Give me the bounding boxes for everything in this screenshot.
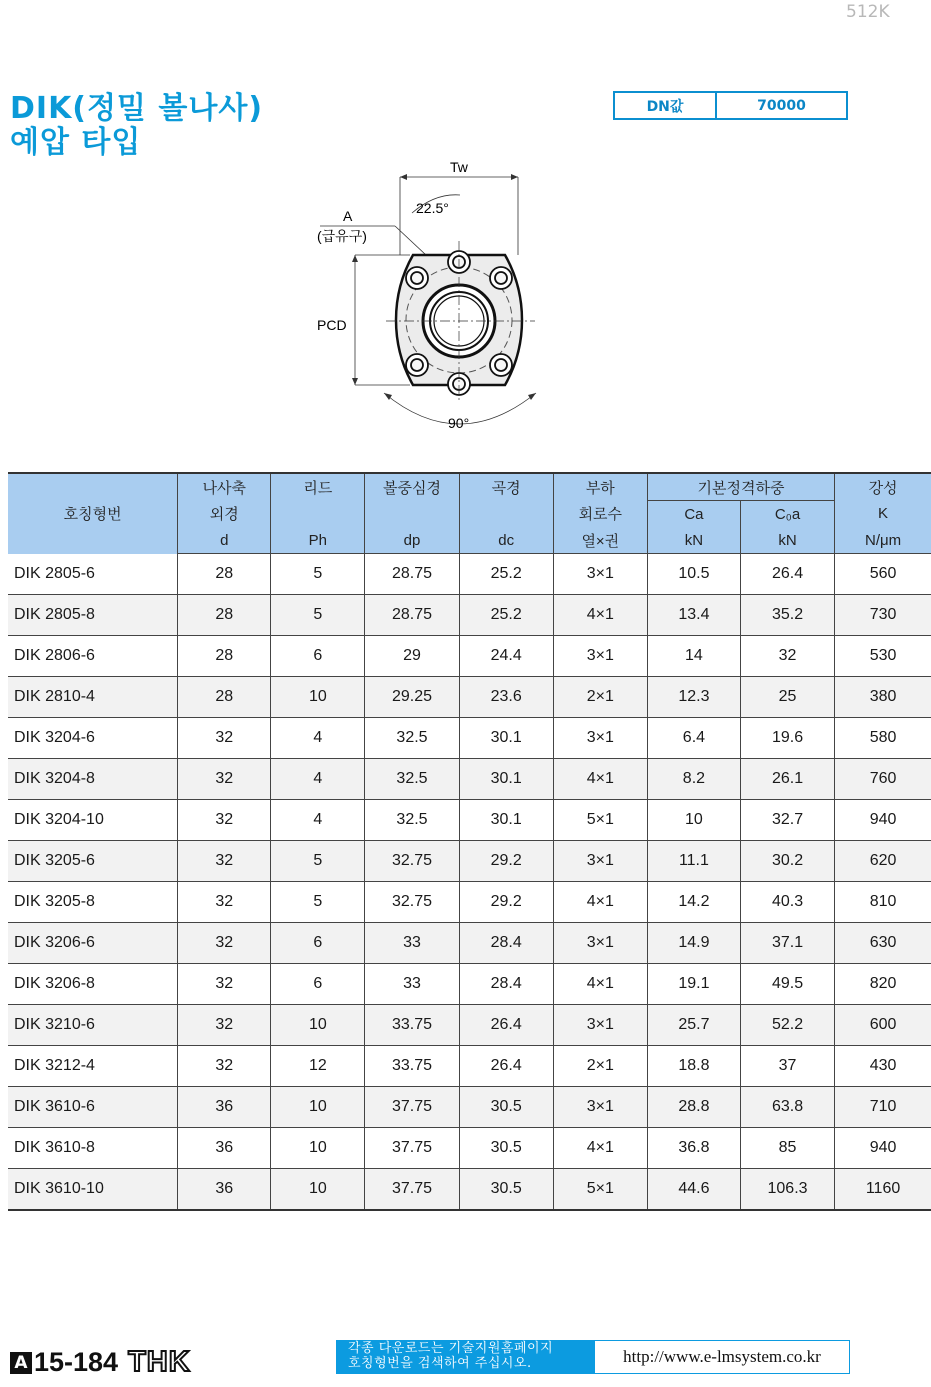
table-cell: 13.4 — [647, 595, 740, 636]
dn-value-box — [613, 91, 848, 120]
table-cell: 4×1 — [553, 882, 647, 923]
table-cell: 3×1 — [553, 923, 647, 964]
footer-page-code — [10, 1346, 191, 1379]
table-cell: 32.5 — [365, 800, 459, 841]
table-row — [8, 759, 931, 800]
table-row — [8, 718, 931, 759]
table-cell: 12 — [271, 1046, 365, 1087]
table-cell: 5 — [271, 882, 365, 923]
table-cell: 30.5 — [459, 1128, 553, 1169]
table-cell: 32.5 — [365, 718, 459, 759]
table-cell: 600 — [835, 1005, 931, 1046]
table-cell: 4 — [271, 800, 365, 841]
table-cell: 36 — [178, 1128, 271, 1169]
table-cell: 3×1 — [553, 841, 647, 882]
table-cell: 25.2 — [459, 595, 553, 636]
table-cell: 35.2 — [740, 595, 834, 636]
table-cell: 32 — [178, 800, 271, 841]
col-shaft-1: 나사축 — [178, 473, 271, 501]
table-cell: 32.7 — [740, 800, 834, 841]
table-cell: 30.1 — [459, 800, 553, 841]
table-cell: 11.1 — [647, 841, 740, 882]
section-badge: A — [10, 1352, 32, 1374]
table-cell: 28.75 — [365, 554, 459, 595]
spec-table — [8, 472, 931, 1211]
table-row — [8, 1169, 931, 1211]
col-dp-1: 볼중심경 — [365, 473, 459, 501]
col-shaft-3: d — [178, 527, 271, 554]
table-cell: 30.1 — [459, 718, 553, 759]
table-cell: 30.2 — [740, 841, 834, 882]
table-cell: 23.6 — [459, 677, 553, 718]
table-cell: 5×1 — [553, 800, 647, 841]
table-cell: 28.8 — [647, 1087, 740, 1128]
table-cell: 24.4 — [459, 636, 553, 677]
col-lead-2: Ph — [271, 527, 365, 554]
table-cell: 85 — [740, 1128, 834, 1169]
table-row — [8, 677, 931, 718]
table-cell: 6 — [271, 923, 365, 964]
table-cell: 25.2 — [459, 554, 553, 595]
table-cell: 28.4 — [459, 964, 553, 1005]
table-cell: DIK 3204-6 — [8, 718, 178, 759]
table-cell: 32 — [178, 1046, 271, 1087]
table-cell: 32 — [178, 1005, 271, 1046]
table-cell: 430 — [835, 1046, 931, 1087]
page-number: 15-184 — [34, 1347, 119, 1377]
col-circuit-3: 열×권 — [553, 527, 647, 554]
col-ca: Ca — [647, 501, 740, 528]
table-row — [8, 964, 931, 1005]
col-stiff-2: K — [835, 501, 931, 528]
table-cell: 3×1 — [553, 718, 647, 759]
table-cell: 26.1 — [740, 759, 834, 800]
support-url-link[interactable]: http://www.e-lmsystem.co.kr — [594, 1340, 850, 1374]
table-cell: 6 — [271, 636, 365, 677]
thk-logo: THK — [128, 1346, 191, 1378]
table-cell: DIK 3205-6 — [8, 841, 178, 882]
dn-label: DN값 — [615, 93, 717, 118]
table-cell: DIK 3610-10 — [8, 1169, 178, 1211]
table-cell: 3×1 — [553, 1087, 647, 1128]
table-cell: 28 — [178, 595, 271, 636]
table-cell: 32.75 — [365, 841, 459, 882]
table-row — [8, 1128, 931, 1169]
flange-diagram — [300, 155, 560, 435]
table-row — [8, 841, 931, 882]
table-cell: 5 — [271, 841, 365, 882]
col-stiff-1: 강성 — [835, 473, 931, 501]
table-cell: 5×1 — [553, 1169, 647, 1211]
a-label: A — [343, 208, 353, 224]
banner-text — [348, 1341, 553, 1371]
table-cell: 6 — [271, 964, 365, 1005]
table-cell: 10.5 — [647, 554, 740, 595]
table-cell: 26.4 — [459, 1046, 553, 1087]
table-cell: 10 — [271, 1128, 365, 1169]
table-cell: 32 — [178, 718, 271, 759]
table-row — [8, 923, 931, 964]
col-stiff-3: N/μm — [835, 527, 931, 554]
table-cell: 26.4 — [459, 1005, 553, 1046]
table-cell: 5 — [271, 554, 365, 595]
table-cell: DIK 2805-6 — [8, 554, 178, 595]
table-cell: DIK 3210-6 — [8, 1005, 178, 1046]
table-cell: 28.4 — [459, 923, 553, 964]
table-cell: 10 — [271, 1005, 365, 1046]
table-cell: 29.2 — [459, 882, 553, 923]
table-cell: 29 — [365, 636, 459, 677]
table-cell: 30.5 — [459, 1087, 553, 1128]
table-cell: 32 — [740, 636, 834, 677]
table-cell: 1160 — [835, 1169, 931, 1211]
table-cell: 10 — [271, 1169, 365, 1211]
col-lead-1: 리드 — [271, 473, 365, 501]
table-cell: 18.8 — [647, 1046, 740, 1087]
table-cell: 19.6 — [740, 718, 834, 759]
table-cell: 28.75 — [365, 595, 459, 636]
table-cell: 820 — [835, 964, 931, 1005]
table-cell: 3×1 — [553, 554, 647, 595]
support-banner — [336, 1340, 850, 1374]
table-cell: 40.3 — [740, 882, 834, 923]
table-cell: DIK 3610-6 — [8, 1087, 178, 1128]
table-cell: 36 — [178, 1087, 271, 1128]
col-shaft-2: 외경 — [178, 501, 271, 528]
table-cell: 940 — [835, 800, 931, 841]
table-cell: 28 — [178, 636, 271, 677]
table-cell: 710 — [835, 1087, 931, 1128]
table-cell: 63.8 — [740, 1087, 834, 1128]
table-cell: 33 — [365, 964, 459, 1005]
table-cell: DIK 3204-10 — [8, 800, 178, 841]
table-cell: 10 — [271, 677, 365, 718]
table-cell: DIK 2805-8 — [8, 595, 178, 636]
pcd-label: PCD — [317, 317, 347, 333]
table-cell: 33.75 — [365, 1046, 459, 1087]
table-cell: 32 — [178, 882, 271, 923]
table-cell: DIK 3206-8 — [8, 964, 178, 1005]
table-cell: 4×1 — [553, 595, 647, 636]
table-cell: 33 — [365, 923, 459, 964]
col-dp-2: dp — [365, 527, 459, 554]
table-cell: 32.75 — [365, 882, 459, 923]
table-cell: 32.5 — [365, 759, 459, 800]
col-dc-1: 곡경 — [459, 473, 553, 501]
spec-table-body — [8, 554, 931, 1211]
a-note: (급유구) — [317, 228, 367, 244]
angle-90-label: 90° — [448, 415, 470, 431]
table-row — [8, 1005, 931, 1046]
table-cell: 2×1 — [553, 677, 647, 718]
table-cell: 106.3 — [740, 1169, 834, 1211]
table-cell: 37.75 — [365, 1169, 459, 1211]
table-row — [8, 882, 931, 923]
title-line1: DIK(정밀 볼나사) — [10, 91, 264, 126]
table-cell: 12.3 — [647, 677, 740, 718]
table-cell: 14.9 — [647, 923, 740, 964]
table-cell: 10 — [647, 800, 740, 841]
col-dc-2: dc — [459, 527, 553, 554]
table-row — [8, 554, 931, 595]
table-cell: 32 — [178, 923, 271, 964]
table-cell: DIK 3212-4 — [8, 1046, 178, 1087]
table-cell: 14 — [647, 636, 740, 677]
col-circuit-2: 회로수 — [553, 501, 647, 528]
table-cell: 810 — [835, 882, 931, 923]
table-cell: 560 — [835, 554, 931, 595]
col-load-rating: 기본정격하중 — [647, 473, 834, 501]
table-cell: DIK 2806-6 — [8, 636, 178, 677]
table-row — [8, 800, 931, 841]
table-cell: 37.75 — [365, 1128, 459, 1169]
table-cell: 29.2 — [459, 841, 553, 882]
table-cell: 3×1 — [553, 1005, 647, 1046]
col-ca-unit: kN — [647, 527, 740, 554]
table-cell: 10 — [271, 1087, 365, 1128]
table-cell: DIK 3206-6 — [8, 923, 178, 964]
table-cell: 4 — [271, 759, 365, 800]
table-cell: 36 — [178, 1169, 271, 1211]
table-cell: 14.2 — [647, 882, 740, 923]
title-line2: 예압 타입 — [10, 125, 142, 160]
table-cell: 26.4 — [740, 554, 834, 595]
col-circuit-1: 부하 — [553, 473, 647, 501]
col-model: 호칭형번 — [8, 473, 178, 554]
col-c0a: C₀a — [740, 501, 834, 528]
table-cell: 33.75 — [365, 1005, 459, 1046]
table-cell: 52.2 — [740, 1005, 834, 1046]
table-cell: 530 — [835, 636, 931, 677]
dn-value: 70000 — [757, 97, 806, 114]
table-cell: 37 — [740, 1046, 834, 1087]
table-cell: 730 — [835, 595, 931, 636]
table-cell: 8.2 — [647, 759, 740, 800]
table-row — [8, 636, 931, 677]
table-cell: 3×1 — [553, 636, 647, 677]
table-cell: 760 — [835, 759, 931, 800]
table-row — [8, 1046, 931, 1087]
table-cell: 37.1 — [740, 923, 834, 964]
table-cell: DIK 3204-8 — [8, 759, 178, 800]
table-cell: 25 — [740, 677, 834, 718]
table-cell: DIK 3205-8 — [8, 882, 178, 923]
tw-label: Tw — [450, 159, 468, 175]
table-cell: 32 — [178, 841, 271, 882]
table-row — [8, 595, 931, 636]
col-c0a-unit: kN — [740, 527, 834, 554]
table-cell: 49.5 — [740, 964, 834, 1005]
banner-line1: 각종 다운로드는 기술지원홈페이지 — [348, 1341, 554, 1356]
table-cell: 44.6 — [647, 1169, 740, 1211]
table-cell: 19.1 — [647, 964, 740, 1005]
table-cell: 28 — [178, 554, 271, 595]
table-cell: 30.1 — [459, 759, 553, 800]
table-cell: 4×1 — [553, 964, 647, 1005]
table-cell: 4×1 — [553, 759, 647, 800]
table-cell: 4×1 — [553, 1128, 647, 1169]
table-cell: 4 — [271, 718, 365, 759]
table-cell: 380 — [835, 677, 931, 718]
table-cell: 36.8 — [647, 1128, 740, 1169]
table-cell: 5 — [271, 595, 365, 636]
table-cell: 30.5 — [459, 1169, 553, 1211]
table-cell: 32 — [178, 964, 271, 1005]
table-cell: 28 — [178, 677, 271, 718]
table-cell: 37.75 — [365, 1087, 459, 1128]
table-cell: 2×1 — [553, 1046, 647, 1087]
page-label: 512K — [846, 2, 890, 22]
table-cell: DIK 2810-4 — [8, 677, 178, 718]
table-cell: 630 — [835, 923, 931, 964]
banner-line2: 호칭형번을 검색하여 주십시오. — [348, 1356, 532, 1371]
table-cell: 620 — [835, 841, 931, 882]
table-cell: 32 — [178, 759, 271, 800]
table-cell: 6.4 — [647, 718, 740, 759]
table-cell: 580 — [835, 718, 931, 759]
table-cell: 940 — [835, 1128, 931, 1169]
page-title — [10, 92, 263, 160]
angle-22-label: 22.5° — [416, 200, 449, 216]
flange-drawing — [300, 155, 560, 435]
table-cell: DIK 3610-8 — [8, 1128, 178, 1169]
table-row — [8, 1087, 931, 1128]
table-cell: 29.25 — [365, 677, 459, 718]
table-cell: 25.7 — [647, 1005, 740, 1046]
